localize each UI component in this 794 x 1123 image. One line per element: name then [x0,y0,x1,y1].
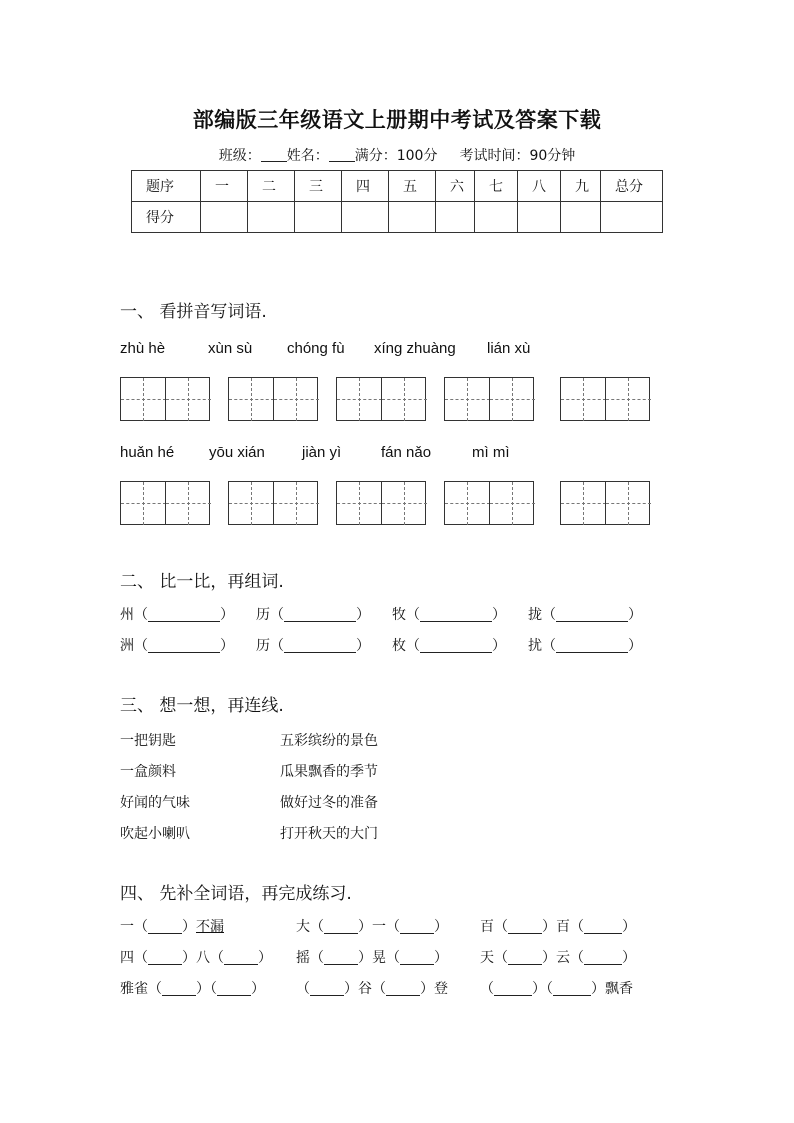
score-cell[interactable] [601,202,663,233]
tianzige-box[interactable] [560,377,650,421]
exam-info-line [0,145,794,165]
score-cell[interactable] [248,202,295,233]
match-right-item[interactable]: 做好过冬的准备 [280,795,378,811]
compare-item [256,604,370,624]
compare-item [120,635,234,655]
score-header: 总分 [601,171,663,202]
score-header: 五 [389,171,436,202]
exam-time: 考试时间：90分钟 [459,148,576,164]
paren-close: ） [628,638,642,654]
paren-open: （ [542,638,556,654]
idiom-char: 一 [372,919,386,935]
answer-blank[interactable] [420,607,492,622]
score-header: 六 [436,171,475,202]
idiom-item: 摇（ ）晃（ ） [296,950,448,966]
idiom-item: （ ）谷（ ）登 [296,981,448,997]
score-cell[interactable] [295,202,342,233]
answer-blank[interactable] [148,638,220,653]
answer-blank[interactable] [584,919,622,934]
tianzige-box[interactable] [228,481,318,525]
paren-open: （ [406,638,420,654]
answer-blank[interactable] [148,919,182,934]
char: 历 [256,638,270,654]
compare-item [120,604,234,624]
idiom-char: 百 [556,919,570,935]
answer-blank[interactable] [556,607,628,622]
answer-blank[interactable] [400,950,434,965]
answer-blank[interactable] [420,638,492,653]
paren-close: ） [220,638,234,654]
paren-open: （ [134,607,148,623]
section4-heading: 四、 先补全词语，再完成练习. [120,884,352,904]
match-right-item[interactable]: 五彩缤纷的景色 [280,733,378,749]
answer-blank[interactable] [494,981,532,996]
pinyin: mì mì [472,444,510,461]
answer-blank[interactable] [386,981,420,996]
class-blank[interactable] [261,148,287,162]
paren-close: ） [356,638,370,654]
answer-blank[interactable] [148,950,182,965]
idiom-char: 大 [296,919,310,935]
idiom-item: 天（ ）云（ ） [480,950,636,966]
idiom-char: 飘香 [605,981,633,997]
match-left-item[interactable]: 好闻的气味 [120,795,190,811]
paren-open: （ [270,638,284,654]
tianzige-box[interactable] [120,481,210,525]
paren-open: （ [542,607,556,623]
idiom-char: 登 [434,981,448,997]
match-left-item[interactable]: 吹起小喇叭 [120,826,190,842]
compare-item [392,635,506,655]
answer-blank[interactable] [508,919,542,934]
pinyin: jiàn yì [302,444,342,461]
score-cell[interactable] [561,202,601,233]
match-left-item[interactable]: 一把钥匙 [120,733,176,749]
full-score: 满分：100分 [354,148,438,164]
section3-heading: 三、 想一想，再连线. [120,696,284,716]
paren-close: ） [492,607,506,623]
answer-blank[interactable] [284,607,356,622]
idiom-char: 谷 [358,981,372,997]
char: 洲 [120,638,134,654]
idiom-item: 一（ ）不漏 [120,919,224,935]
pinyin: xíng zhuàng [374,340,456,357]
idiom-item: （ ）（ ）飘香 [480,981,633,997]
idiom-char: 摇 [296,950,310,966]
pinyin: lián xù [487,340,531,357]
idiom-item: 雅雀（ ）（ ） [120,981,265,997]
char: 州 [120,607,134,623]
score-header: 九 [561,171,601,202]
page-title: 部编版三年级语文上册期中考试及答案下载 [192,107,602,132]
idiom-char: 百 [480,919,494,935]
compare-item [528,604,642,624]
tianzige-box[interactable] [336,377,426,421]
pinyin: huǎn hé [120,444,175,461]
idiom-char: 雅雀 [120,981,148,997]
paren-close: ） [220,607,234,623]
idiom-char: 天 [480,950,494,966]
section1-heading: 一、 看拼音写词语. [120,302,267,322]
answer-blank[interactable] [324,919,358,934]
idiom-char: 云 [556,950,570,966]
char: 拢 [528,607,542,623]
answer-blank[interactable] [556,638,628,653]
paren-open: （ [134,638,148,654]
compare-item [528,635,642,655]
idiom-item: 大（ ）一（ ） [296,919,448,935]
tianzige-box[interactable] [444,377,534,421]
score-cell[interactable] [518,202,561,233]
score-header: 八 [518,171,561,202]
paren-open: （ [406,607,420,623]
score-cell[interactable] [342,202,389,233]
paren-close: ） [356,607,370,623]
answer-blank[interactable] [400,919,434,934]
answer-blank[interactable] [284,638,356,653]
score-header: 题序 [132,171,201,202]
score-cell[interactable] [389,202,436,233]
answer-blank[interactable] [584,950,622,965]
answer-blank[interactable] [162,981,196,996]
char: 历 [256,607,270,623]
answer-blank[interactable] [553,981,591,996]
score-header-row [132,171,663,202]
idiom-item: 百（ ）百（ ） [480,919,636,935]
pinyin: fán nǎo [381,444,432,461]
match-left-item[interactable]: 一盒颜料 [120,764,176,780]
tianzige-box[interactable] [560,481,650,525]
answer-blank[interactable] [217,981,251,996]
score-header: 四 [342,171,389,202]
idiom-char: 晃 [372,950,386,966]
tianzige-box[interactable] [336,481,426,525]
match-right-item[interactable]: 瓜果飘香的季节 [280,764,378,780]
class-label: 班级： [218,148,261,164]
compare-item [392,604,506,624]
answer-blank[interactable] [508,950,542,965]
tianzige-box[interactable] [120,377,210,421]
pinyin: yōu xián [209,444,265,461]
score-table [131,170,663,233]
score-header: 三 [295,171,342,202]
idiom-char: 不漏 [196,919,224,935]
idiom-item: 四（ ）八（ ） [120,950,272,966]
name-label: 姓名： [286,148,329,164]
section2-heading: 二、 比一比，再组词. [120,572,284,592]
answer-blank[interactable] [224,950,258,965]
tianzige-box[interactable] [444,481,534,525]
tianzige-box[interactable] [228,377,318,421]
paren-close: ） [492,638,506,654]
pinyin: xùn sù [208,340,253,357]
paren-close: ） [628,607,642,623]
match-right-item[interactable]: 打开秋天的大门 [280,826,378,842]
score-header: 一 [201,171,248,202]
pinyin: chóng fù [287,340,345,357]
score-cell[interactable] [436,202,475,233]
score-cell[interactable] [475,202,518,233]
answer-blank[interactable] [324,950,358,965]
char: 枚 [392,638,406,654]
char: 扰 [528,638,542,654]
idiom-char: 一 [120,919,134,935]
score-cell[interactable] [201,202,248,233]
paren-open: （ [270,607,284,623]
pinyin: zhù hè [120,340,166,357]
score-header: 七 [475,171,518,202]
answer-blank[interactable] [148,607,220,622]
idiom-char: 八 [196,950,210,966]
char: 牧 [392,607,406,623]
score-header: 二 [248,171,295,202]
idiom-char: 四 [120,950,134,966]
name-blank[interactable] [329,148,355,162]
answer-blank[interactable] [310,981,344,996]
compare-item [256,635,370,655]
score-row-label: 得分 [132,202,201,233]
score-row [132,202,663,233]
